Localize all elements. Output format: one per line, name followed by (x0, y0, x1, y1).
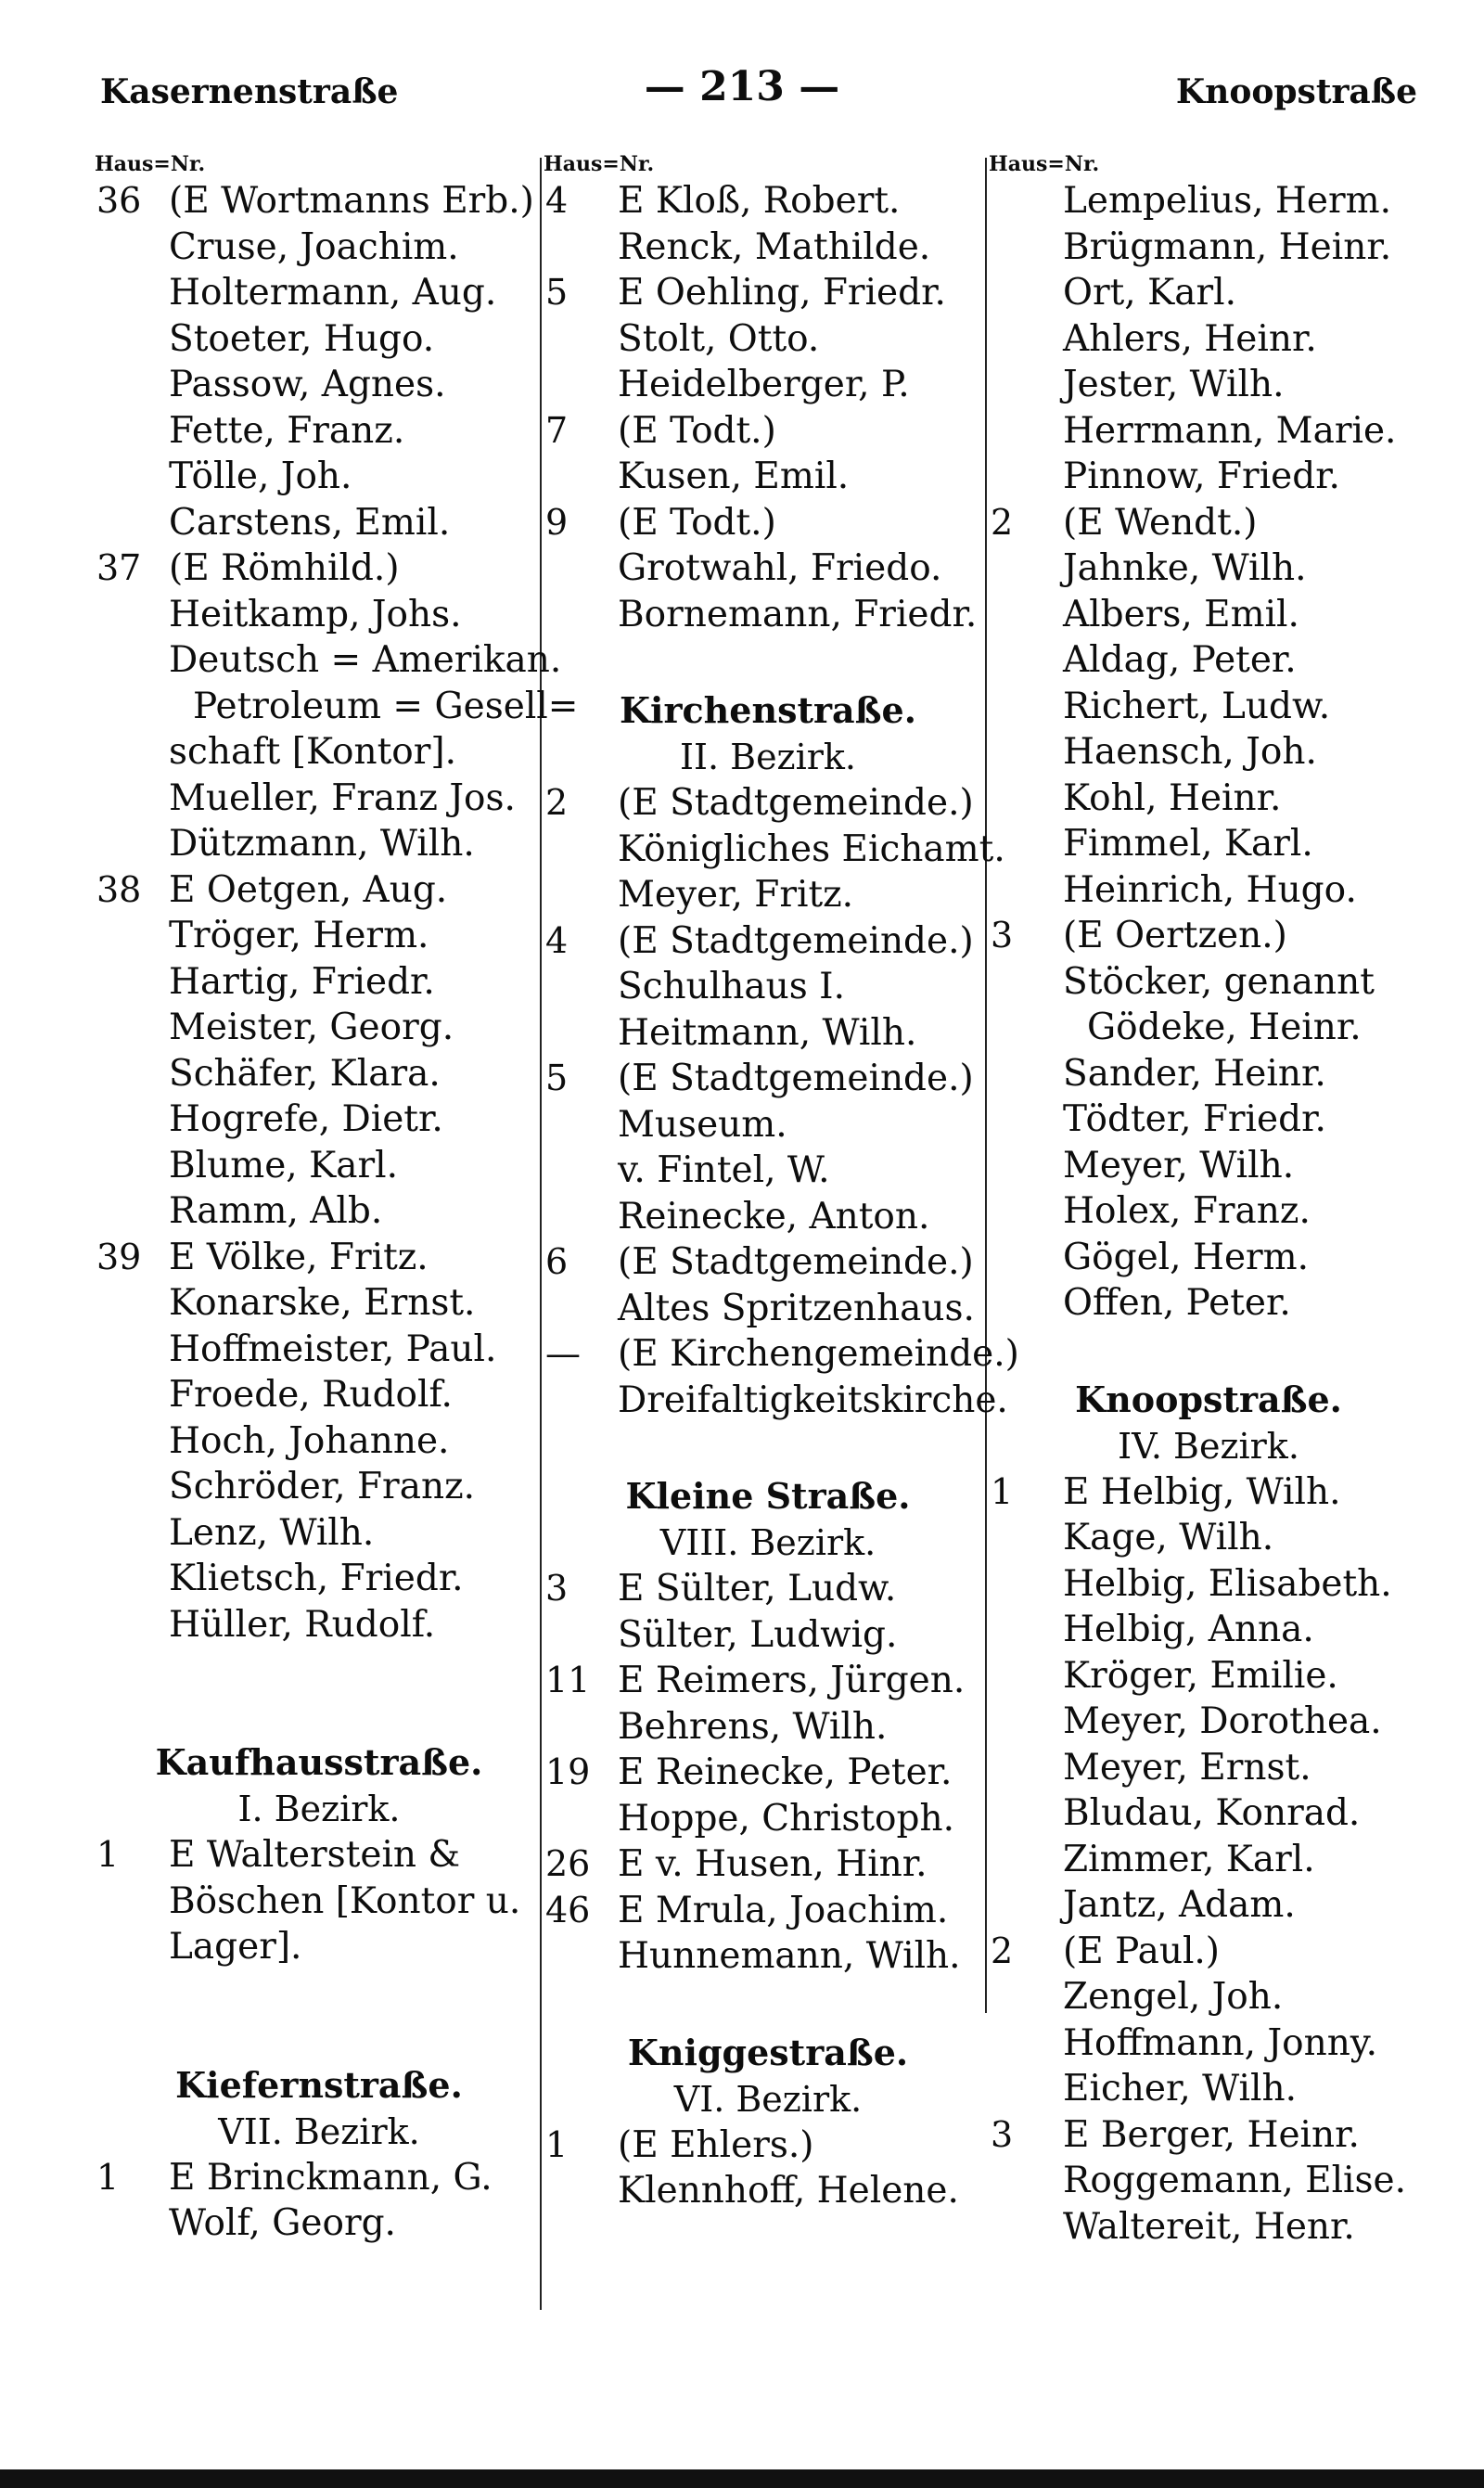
resident-line: Pinnow, Friedr. (1063, 455, 1340, 497)
resident-list (1063, 178, 1426, 500)
resident-line: Jester, Wilh. (1063, 364, 1285, 405)
house-entry (96, 545, 579, 867)
house-entry (991, 913, 1426, 1327)
house-entry (96, 1832, 542, 1970)
entry-owner-line: E Mrula, Joachim. (618, 1889, 949, 1931)
entry-owner-line: E v. Husen, Hinr. (618, 1843, 928, 1885)
resident-line: Tröger, Herm. (169, 915, 429, 956)
house-number: 2 (991, 501, 1014, 543)
column-2 (544, 150, 1019, 2214)
resident-line: Blume, Karl. (169, 1144, 399, 1186)
district-label: II. Bezirk. (679, 737, 857, 777)
resident-line: Heidelberger, P. (618, 364, 910, 405)
entry-owner-line: E Kloß, Robert. (618, 180, 901, 222)
resident-line: Helbig, Elisabeth. (1063, 1562, 1392, 1605)
entry-owner-line: E Walterstein & (169, 1834, 461, 1876)
resident-list (618, 1841, 991, 1888)
resident-line: Altes Spritzenhaus. (618, 1287, 975, 1329)
resident-line: Ramm, Alb. (169, 1190, 383, 1232)
resident-line: v. Fintel, W. (618, 1149, 830, 1191)
resident-list (618, 918, 991, 1057)
resident-line: Sülter, Ludwig. (618, 1613, 898, 1656)
house-number: 39 (96, 1236, 142, 1277)
resident-line: Hunnemann, Wilh. (618, 1935, 961, 1977)
resident-line: Haensch, Joh. (1063, 731, 1317, 773)
resident-list (618, 1750, 991, 1841)
resident-list (618, 1888, 991, 1980)
resident-line: Ort, Karl. (1063, 272, 1236, 314)
running-head-left: Kasernenstraße (100, 72, 399, 111)
resident-line: Offen, Peter. (1063, 1282, 1291, 1324)
resident-list (618, 408, 991, 500)
resident-line: Klennhoff, Helene. (618, 2170, 959, 2212)
entry-owner-line: E Sülter, Ludw. (618, 1568, 897, 1610)
house-entry (96, 2155, 542, 2247)
resident-line: Museum. (618, 1103, 787, 1146)
section-gap (96, 1970, 542, 2062)
resident-line: Stolt, Otto. (618, 317, 820, 360)
resident-list (169, 1235, 542, 1648)
resident-line: Kohl, Heinr. (1063, 776, 1282, 819)
resident-line: Stöcker, genannt (1063, 960, 1375, 1003)
house-number: 2 (545, 782, 569, 823)
house-number: 37 (96, 547, 142, 588)
resident-line: Mueller, Franz Jos. (169, 776, 516, 819)
house-number: 6 (545, 1241, 569, 1282)
resident-line: Holtermann, Aug. (169, 272, 497, 314)
resident-line: Renck, Mathilde. (618, 225, 931, 268)
resident-line: Schäfer, Klara. (169, 1052, 441, 1095)
house-entry (545, 408, 991, 500)
resident-list (618, 1566, 991, 1658)
house-entry (545, 1331, 1019, 1423)
street-heading: Knoopstraße. (1075, 1378, 1342, 1420)
resident-line: Kage, Wilh. (1063, 1517, 1274, 1558)
resident-list (618, 780, 1005, 918)
house-entry (545, 918, 991, 1057)
resident-line: Zengel, Joh. (1063, 1976, 1284, 2018)
resident-list (1063, 1929, 1426, 2112)
entry-owner-line: E Reinecke, Peter. (618, 1751, 953, 1793)
resident-line: Carstens, Emil. (169, 501, 451, 544)
house-number: 1 (96, 2156, 120, 2198)
house-number: 26 (545, 1843, 591, 1884)
house-entry (96, 867, 542, 1235)
house-number: 1 (991, 1470, 1014, 1512)
resident-line: Hartig, Friedr. (169, 960, 435, 1003)
resident-line: Dützmann, Wilh. (169, 823, 475, 865)
resident-line: Hogrefe, Dietr. (169, 1098, 443, 1140)
entry-owner-line: (E Stadtgemeinde.) (618, 919, 974, 962)
entry-owner-line: (E Todt.) (618, 501, 776, 544)
resident-list (618, 2122, 991, 2214)
resident-line: Wolf, Georg. (169, 2202, 396, 2244)
entry-owner-line: (E Paul.) (1063, 1930, 1221, 1972)
resident-line: schaft [Kontor]. (169, 731, 457, 773)
house-number: 7 (545, 409, 569, 451)
resident-list (618, 1331, 1019, 1423)
resident-line: Behrens, Wilh. (618, 1705, 888, 1748)
house-number: 4 (545, 919, 569, 961)
resident-line: Stoeter, Hugo. (169, 317, 435, 360)
resident-list (169, 867, 542, 1235)
resident-line: Cruse, Joachim. (169, 225, 459, 268)
house-number: 3 (991, 915, 1014, 955)
resident-line: Heitkamp, Johs. (169, 593, 462, 635)
resident-line: Richert, Ludw. (1063, 685, 1331, 727)
street-heading: Kleine Straße. (625, 1475, 911, 1517)
district-label: IV. Bezirk. (1118, 1425, 1299, 1467)
resident-line: Hoffmeister, Paul. (169, 1327, 497, 1370)
section-gap (96, 1648, 542, 1739)
resident-line: Reinecke, Anton. (618, 1195, 930, 1238)
entry-owner-line: (E Römhild.) (169, 547, 400, 589)
resident-line: Zimmer, Karl. (1063, 1838, 1315, 1880)
resident-line: Klietsch, Friedr. (169, 1558, 464, 1599)
resident-line: Kusen, Emil. (618, 455, 850, 497)
page-number: — 213 — (644, 63, 840, 110)
resident-line: Waltereit, Henr. (1063, 2205, 1355, 2248)
house-number: 11 (545, 1660, 591, 1700)
house-entry (545, 500, 991, 638)
column-3 (991, 150, 1426, 2250)
house-number: 38 (96, 868, 142, 910)
resident-line: Schröder, Franz. (169, 1466, 476, 1507)
resident-line: Gögel, Herm. (1063, 1236, 1310, 1278)
house-number: 3 (991, 2113, 1014, 2155)
street-heading: Kaufhausstraße. (155, 1741, 483, 1783)
resident-line: Bludau, Konrad. (1063, 1792, 1361, 1834)
district-label: VI. Bezirk. (673, 2078, 863, 2120)
house-number: 5 (545, 1058, 569, 1098)
street-heading: Kirchenstraße. (620, 689, 916, 731)
resident-line: Hüller, Rudolf. (169, 1603, 436, 1646)
house-number: 36 (96, 180, 142, 221)
resident-line: Schulhaus I. (618, 966, 845, 1007)
resident-line: Petroleum = Gesell= (193, 685, 579, 727)
resident-line: Hoppe, Christoph. (618, 1797, 955, 1840)
entry-owner-line: E Berger, Heinr. (1063, 2113, 1360, 2156)
resident-line: Roggemann, Elise. (1063, 2160, 1407, 2201)
street-heading: Kniggestraße. (627, 2031, 909, 2073)
resident-line: Lager]. (169, 1926, 302, 1968)
resident-line: Eicher, Wilh. (1063, 2068, 1297, 2110)
house-entry (96, 178, 542, 545)
street-heading: Kiefernstraße. (175, 2063, 463, 2106)
house-number: 9 (545, 501, 569, 543)
resident-list (1063, 1469, 1426, 1929)
house-number (991, 178, 1063, 500)
resident-line: Sander, Heinr. (1063, 1052, 1326, 1095)
section-gap (545, 637, 991, 687)
entry-owner-line: E Völke, Fritz. (169, 1236, 429, 1278)
entry-owner-line: (E Stadtgemeinde.) (618, 1241, 974, 1283)
resident-line: Konarske, Ernst. (169, 1282, 476, 1324)
house-number: 1 (545, 2123, 569, 2165)
resident-line: Lenz, Wilh. (169, 1511, 375, 1554)
section-gap (545, 1980, 991, 2030)
resident-line: Froede, Rudolf. (169, 1374, 453, 1416)
house-number: 4 (545, 180, 569, 221)
district-label: VII. Bezirk. (218, 2110, 420, 2152)
house-number: 46 (545, 1889, 591, 1930)
house-entry (545, 178, 991, 270)
house-number: 3 (545, 1568, 569, 1609)
house-entry (545, 2122, 991, 2214)
house-number: 5 (545, 272, 569, 313)
house-number: 2 (991, 1930, 1014, 1971)
resident-list (169, 178, 542, 545)
entry-owner-line: Lempelius, Herm. (1063, 180, 1391, 222)
resident-line: Brügmann, Heinr. (1063, 225, 1392, 268)
resident-line: Meyer, Wilh. (1063, 1144, 1295, 1186)
entry-owner-line: (E Todt.) (618, 409, 776, 452)
district-label: I. Bezirk. (237, 1789, 401, 1829)
house-entry (991, 1929, 1426, 2112)
house-entry (545, 1841, 991, 1888)
house-number: 1 (96, 1834, 120, 1875)
resident-line: Hoch, Johanne. (169, 1419, 450, 1462)
entry-owner-line: E Brinckmann, G. (169, 2156, 493, 2199)
resident-line: Jantz, Adam. (1063, 1884, 1296, 1926)
resident-line: Meyer, Fritz. (618, 874, 854, 916)
resident-line: Dreifaltigkeitskirche. (618, 1379, 1008, 1421)
resident-line: Meister, Georg. (169, 1007, 454, 1048)
resident-line: Fette, Franz. (169, 409, 405, 452)
running-head-right: Knoopstraße (1175, 72, 1417, 111)
house-entry (545, 1658, 991, 1750)
resident-list (618, 270, 991, 408)
house-number-label: Haus=Nr. (989, 152, 1100, 176)
resident-line: Deutsch = Amerikan. (169, 639, 562, 681)
entry-owner-line: E Helbig, Wilh. (1063, 1470, 1341, 1513)
house-entry (991, 500, 1426, 914)
resident-line: Ahlers, Heinr. (1063, 317, 1317, 360)
resident-list (1063, 913, 1426, 1327)
resident-line: Jahnke, Wilh. (1063, 547, 1307, 589)
house-entry (991, 1469, 1426, 1929)
resident-list (618, 500, 991, 638)
house-entry (545, 1056, 991, 1239)
resident-line: Holex, Franz. (1063, 1190, 1311, 1232)
entry-owner-line: (E Wortmanns Erb.) (169, 180, 534, 222)
resident-list (169, 2155, 542, 2247)
resident-line: Albers, Emil. (1063, 593, 1299, 635)
house-number-label: Haus=Nr. (544, 152, 655, 176)
entry-owner-line: E Reimers, Jürgen. (618, 1660, 966, 1701)
house-entry (96, 1235, 542, 1648)
resident-list (618, 1056, 991, 1239)
resident-line: Heinrich, Hugo. (1063, 868, 1357, 911)
house-entry (545, 1239, 991, 1331)
page-edge (0, 2469, 1484, 2488)
resident-line: Heitmann, Wilh. (618, 1011, 917, 1054)
house-number: — (545, 1333, 581, 1374)
resident-line: Meyer, Dorothea. (1063, 1700, 1382, 1742)
resident-line: Böschen [Kontor u. (169, 1879, 521, 1922)
resident-line: Meyer, Ernst. (1063, 1746, 1311, 1789)
resident-line: Herrmann, Marie. (1063, 409, 1397, 452)
entry-owner-line: (E Oertzen.) (1063, 915, 1287, 956)
resident-line: Aldag, Peter. (1063, 639, 1297, 681)
resident-line: Kröger, Emilie. (1063, 1654, 1338, 1697)
resident-list (1063, 2112, 1426, 2251)
house-entry (545, 1566, 991, 1658)
resident-line: Gödeke, Heinr. (1087, 1007, 1362, 1048)
resident-line: Passow, Agnes. (169, 364, 446, 405)
entry-owner-line: (E Stadtgemeinde.) (618, 782, 974, 824)
entry-owner-line: (E Ehlers.) (618, 2123, 814, 2166)
resident-line: Hoffmann, Jonny. (1063, 2021, 1378, 2064)
section-gap (991, 1327, 1426, 1377)
entry-owner-line: E Oetgen, Aug. (169, 868, 448, 911)
resident-list (618, 1658, 991, 1750)
resident-list (169, 545, 578, 867)
resident-line: Tödter, Friedr. (1063, 1098, 1326, 1140)
resident-line: Tölle, Joh. (169, 455, 352, 497)
resident-line: Königliches Eichamt. (618, 827, 1005, 870)
resident-list (618, 1239, 991, 1331)
section-gap (545, 1423, 991, 1473)
resident-line: Helbig, Anna. (1063, 1609, 1314, 1650)
house-entry (545, 270, 991, 408)
house-number: 19 (545, 1751, 591, 1792)
entry-owner-line: E Oehling, Friedr. (618, 272, 946, 314)
resident-line: Grotwahl, Friedo. (618, 547, 942, 589)
house-number-label: Haus=Nr. (95, 152, 206, 176)
entry-owner-line: (E Stadtgemeinde.) (618, 1058, 974, 1099)
entry-owner-line: (E Kirchengemeinde.) (618, 1333, 1019, 1375)
resident-list (169, 1832, 542, 1970)
resident-line: Fimmel, Karl. (1063, 823, 1313, 865)
house-entry (991, 178, 1426, 500)
house-entry (991, 2112, 1426, 2251)
resident-list (618, 178, 991, 270)
house-entry (545, 1750, 991, 1841)
house-entry (545, 780, 1005, 918)
district-label: VIII. Bezirk. (659, 1522, 876, 1563)
house-entry (545, 1888, 991, 1980)
entry-owner-line: (E Wendt.) (1063, 501, 1258, 544)
resident-list (1063, 500, 1426, 914)
resident-line: Bornemann, Friedr. (618, 593, 978, 635)
